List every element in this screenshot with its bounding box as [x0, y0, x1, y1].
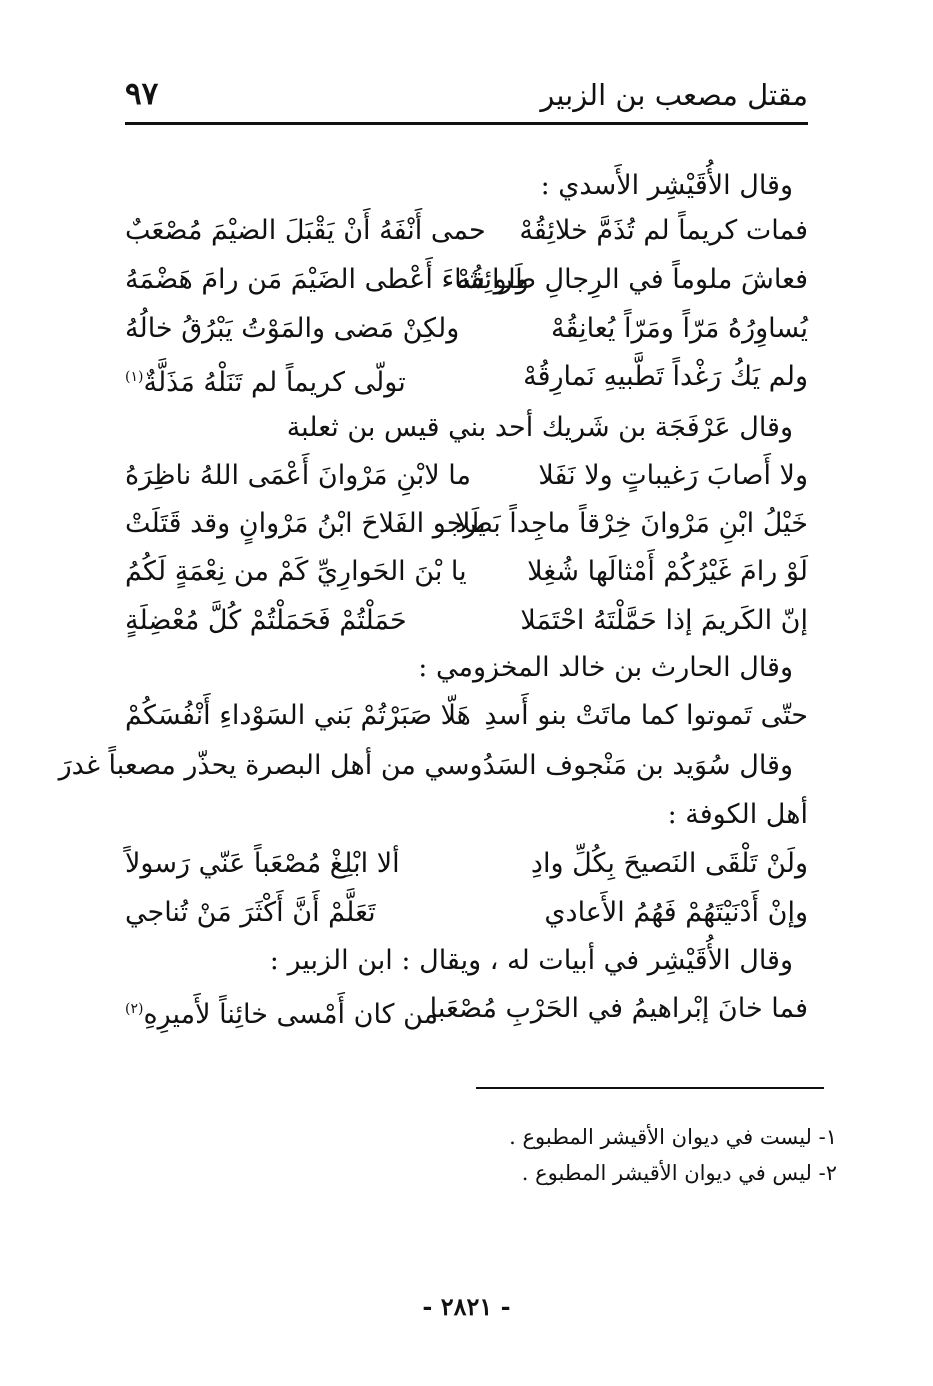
intro-line: وقال الأُقَيْشِر الأَسدي : [540, 170, 793, 201]
verse-line [125, 551, 808, 595]
verse-second-hemistich: ألا ابْلِغْ مُصْعَباً عَنّي رَسولاً [125, 848, 400, 879]
verse-second-hemistich: يا بْنَ الحَوارِيِّ كَمْ من نِعْمَةٍ لَكُمُ [125, 556, 467, 587]
verse-line [125, 843, 808, 887]
bottom-page-number: - ٢٨٢١ - [422, 1292, 511, 1321]
page-header [125, 70, 808, 122]
verse-second-hemistich: حَمَلْتُمْ فَحَمَلْتُمْ كُلَّ مُعْضِلَةٍ [125, 605, 407, 636]
verse-line [125, 210, 808, 254]
intro-line-continued: أهل الكوفة : [667, 799, 808, 830]
verse-second-hemistich: يرجو الفَلاحَ ابْنُ مَرْوانٍ وقد قَتَلَتْ [125, 508, 486, 539]
verse-line [125, 892, 808, 936]
page-number: ٩٧ [125, 76, 159, 112]
verse-first-hemistich: فمات كريماً لم تُذَمَّ خلائِقُهْ [519, 215, 808, 246]
verse-first-hemistich: إنّ الكَريمَ إذا حَمَّلْتَهُ احْتَمَلا [520, 605, 808, 636]
verse-hemistich-text: من كان أَمْسى خائِناً لأَميرِهِ [143, 999, 439, 1030]
verse-line [125, 600, 808, 644]
intro-line: وقال الحارث بن خالد المخزومي : [418, 652, 793, 683]
verse-line [125, 308, 808, 352]
verse-hemistich-text: تولّى كريماً لم تَنَلْهُ مَذَلَّةٌ [143, 367, 406, 398]
footnote-marker: (٢) [125, 1001, 144, 1017]
verse-line [125, 503, 808, 547]
verse-line [125, 988, 808, 1032]
verse-second-hemistich: حمى أَنْفَهُ أَنْ يَقْبَلَ الضيْمَ مُصْعَبٌ [125, 215, 486, 246]
verse-second-hemistich: ولكِنْ مَضى والمَوْتُ يَبْرُقُ خالُهُ [125, 313, 460, 344]
verse-first-hemistich: خَيْلُ ابْنِ مَرْوانَ خِرْقاً ماجِداً بَطَلا [454, 508, 808, 539]
footnote-1: ١- ليست في ديوان الأقيشر المطبوع . [509, 1125, 837, 1149]
verse-first-hemistich: فعاشَ ملوماً في الرِجالِ طَرائِقُهْ [456, 264, 808, 295]
verse-first-hemistich: فما خانَ إبْراهيمُ في الحَرْبِ مُصْعَبا [429, 993, 808, 1024]
intro-line: وقال الأُقَيْشِر في أبيات له ، ويقال : ابن الزبير : [269, 945, 793, 976]
verse-line [125, 695, 808, 739]
verse-first-hemistich: ولا أَصابَ رَغيباتٍ ولا نَفَلا [538, 460, 808, 491]
verse-first-hemistich: لَوْ رامَ غَيْرُكُمْ أَمْثالَها شُغِلا [527, 556, 808, 587]
verse-line [125, 356, 808, 400]
verse-first-hemistich: ولَنْ تَلْقَى النَصيحَ بِكُلِّ وادِ [530, 848, 808, 879]
verse-second-hemistich: هَلّا صَبَرْتُمْ بَني السَوْداءِ أَنْفُسَكُمْ [125, 700, 471, 731]
verse-line [125, 259, 808, 303]
verse-second-hemistich: ما لابْنِ مَرْوانَ أَعْمَى اللهُ ناظِرَهُ [125, 460, 471, 491]
running-title: مقتل مصعب بن الزبير [540, 78, 808, 112]
verse-second-hemistich: تَعَلَّمْ أَنَّ أَكْثَرَ مَنْ تُناجي [125, 897, 376, 928]
intro-line: وقال سُوَيد بن مَنْجوف السَدُوسي من أهل البصرة يحذّر مصعباً غدرَ [58, 750, 793, 781]
footnote-2: ٢- ليس في ديوان الأقيشر المطبوع . [521, 1161, 837, 1185]
verse-first-hemistich: ولم يَكُ رَغْداً تَطَّبيهِ نَمارِقُهْ [523, 361, 808, 392]
verse-first-hemistich: يُساوِرُهُ مَرّاً ومَرّاً يُعانِقُهْ [551, 313, 808, 344]
verse-first-hemistich: حتّى تَموتوا كما ماتَتْ بنو أَسدِ [484, 700, 808, 731]
footnote-marker: (١) [125, 369, 144, 385]
verse-second-hemistich [125, 356, 406, 404]
footnote-separator [476, 1087, 824, 1089]
verse-line [125, 455, 808, 499]
intro-line: وقال عَرْفَجَة بن شَريك أحد بني قيس بن ثعلبة [286, 412, 793, 443]
header-rule [125, 122, 808, 125]
verse-second-hemistich [125, 988, 438, 1036]
verse-second-hemistich: ولو شاءَ أَعْطى الضَيْمَ مَن رامَ هَضْمَهُ [125, 264, 529, 295]
verse-first-hemistich: وإنْ أَدْنَيْتَهُمْ فَهُمُ الأَعادي [544, 897, 808, 928]
